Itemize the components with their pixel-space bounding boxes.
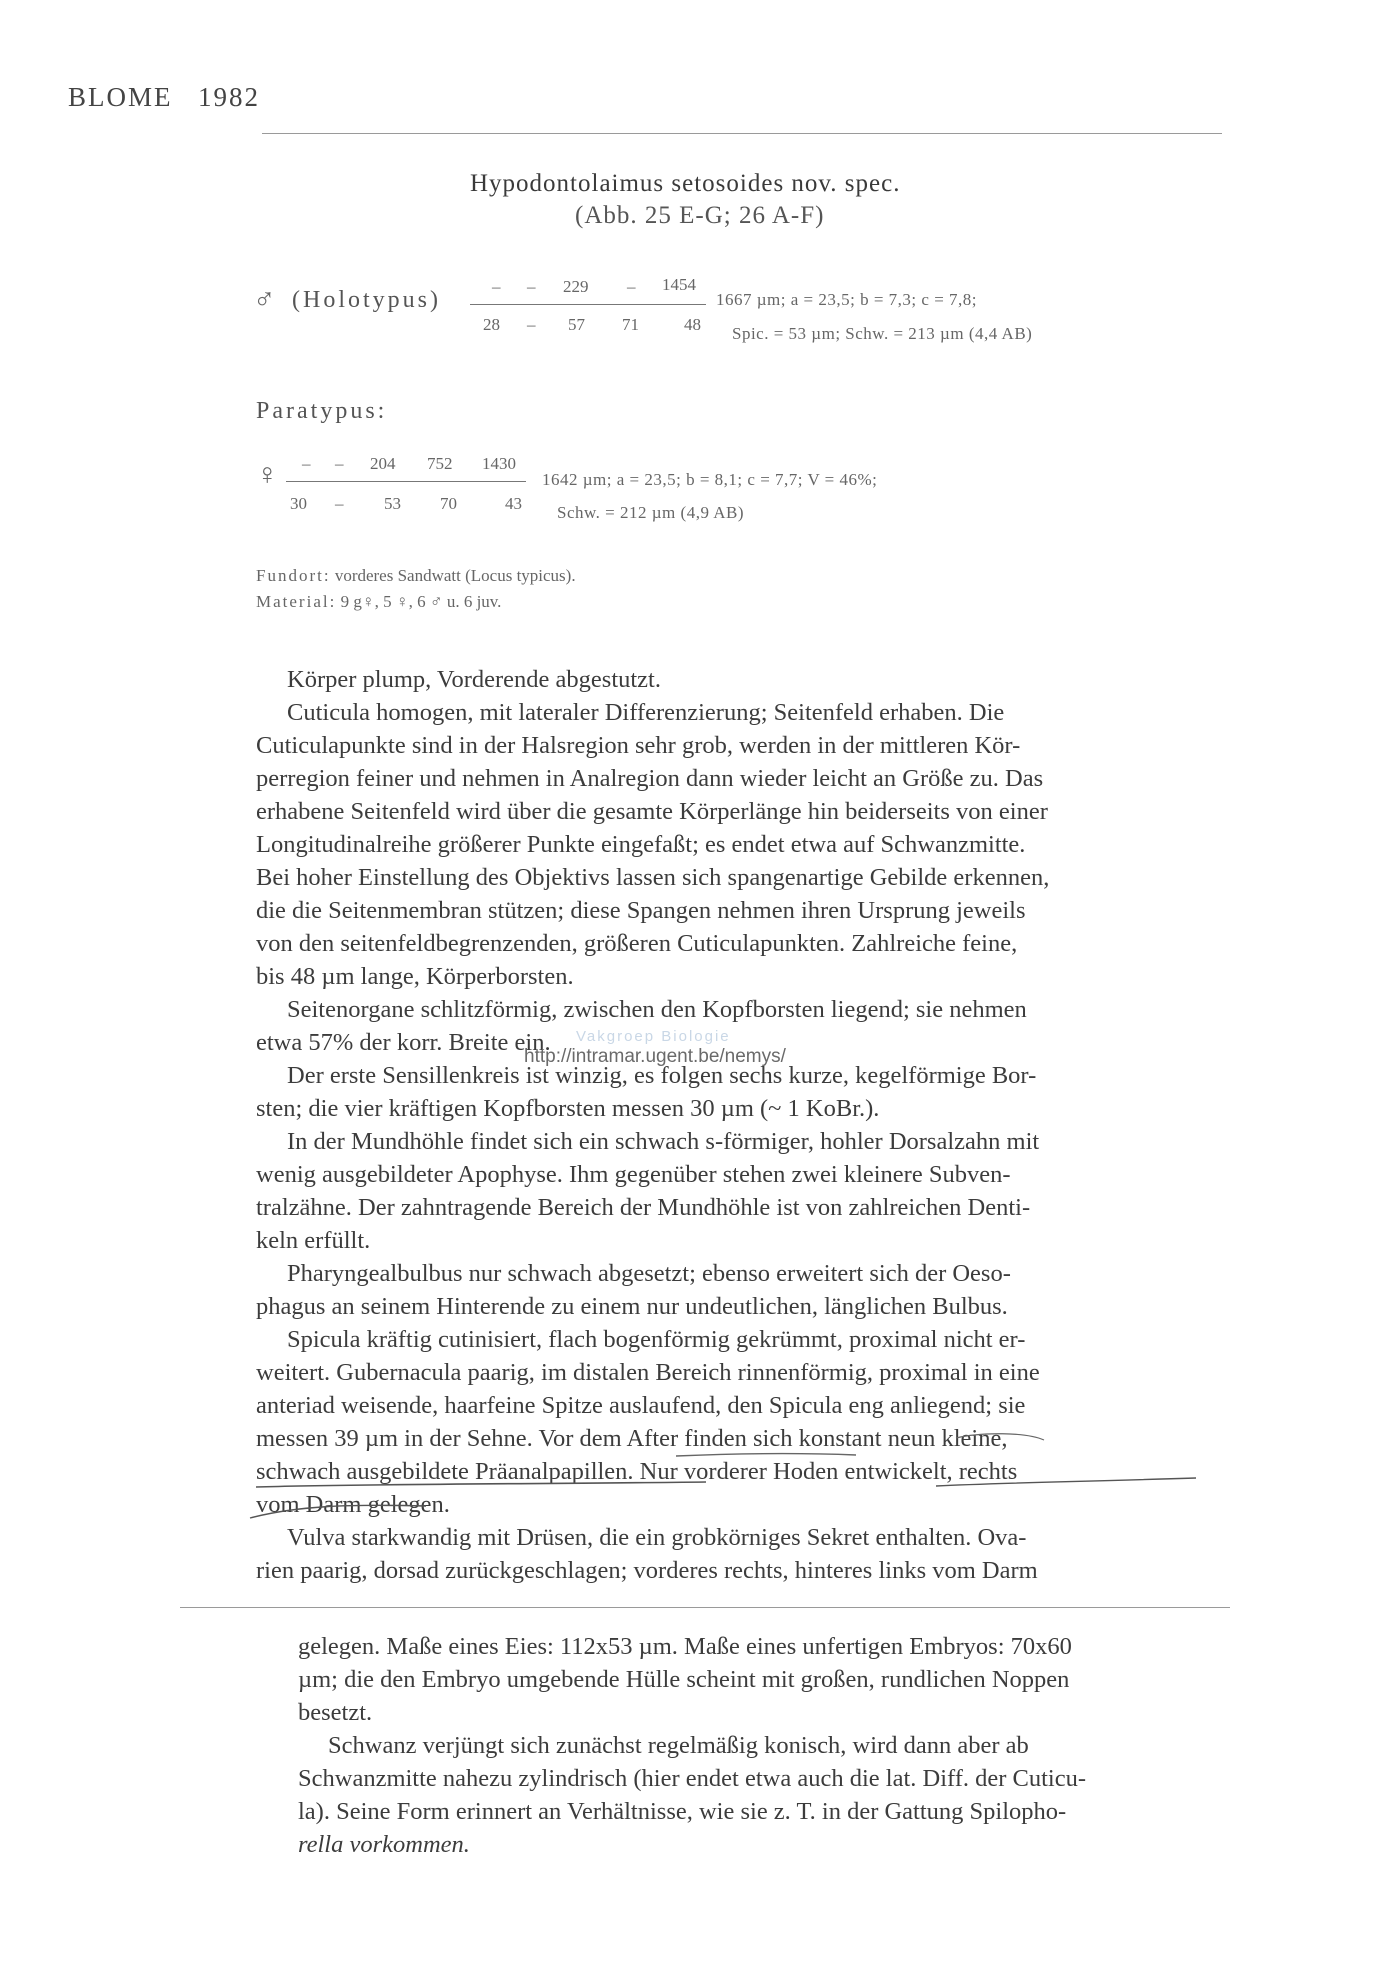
body-line: Bei hoher Einstellung des Objektivs lassen sich spangenartige Gebilde erkennen,	[256, 864, 1050, 891]
holotype-measurements-1: 1667 µm; a = 23,5; b = 7,3; c = 7,8;	[716, 290, 978, 309]
paratype-top-1: –	[302, 454, 311, 473]
body-line: messen 39 µm in der Sehne. Vor dem After finden sich konstant neun kleine,	[256, 1425, 1008, 1452]
body-line: tralzähne. Der zahntragende Bereich der Mundhöhle ist von zahlreichen Denti-	[256, 1194, 1031, 1221]
holotype-measurements-2: Spic. = 53 µm; Schw. = 213 µm (4,4 AB)	[732, 324, 1033, 343]
body-line: perregion feiner und nehmen in Analregion dann wieder leicht an Größe zu. Das	[256, 765, 1044, 792]
foot-line: Schwanz verjüngt sich zunächst regelmäßig konisch, wird dann aber ab	[328, 1732, 1029, 1759]
body-line: bis 48 µm lange, Körperborsten.	[256, 963, 574, 990]
paratype-bottom-3: 53	[384, 494, 401, 513]
pencil-underline-marks	[236, 1420, 1206, 1520]
body-line: erhabene Seitenfeld wird über die gesamte Körperlänge hin beiderseits von einer	[256, 798, 1048, 825]
body-line: Longitudinalreihe größerer Punkte eingefaßt; es endet etwa auf Schwanzmitte.	[256, 831, 1026, 858]
paratype-top-3: 204	[370, 454, 396, 473]
holotype-top-1: –	[492, 277, 501, 296]
holotype-top-5: 1454	[662, 275, 696, 294]
foot-line: besetzt.	[298, 1699, 373, 1726]
footer-rule	[180, 1607, 1230, 1608]
watermark-url: http://intramar.ugent.be/nemys/	[524, 1046, 786, 1067]
holotype-top-2: –	[527, 277, 536, 296]
foot-line: Schwanzmitte nahezu zylindrisch (hier endet etwa auch die lat. Diff. der Cuticu-	[298, 1765, 1087, 1792]
paratype-top-4: 752	[427, 454, 453, 473]
paratype-fraction-bar	[286, 481, 526, 482]
body-line: schwach ausgebildete Präanalpapillen. Nur vorderer Hoden entwickelt, rechts	[256, 1458, 1018, 1485]
body-line: sten; die vier kräftigen Kopfborsten messen 30 µm (~ 1 KoBr.).	[256, 1095, 880, 1122]
body-line: Körper plump, Vorderende abgestutzt.	[287, 666, 661, 693]
paratype-measurements-2: Schw. = 212 µm (4,9 AB)	[557, 503, 745, 522]
body-line: wenig ausgebildeter Apophyse. Ihm gegenüber stehen zwei kleinere Subven-	[256, 1161, 1011, 1188]
holotype-top-3: 229	[563, 277, 589, 296]
body-line: von den seitenfeldbegrenzenden, größeren Cuticulapunkten. Zahlreiche feine,	[256, 930, 1018, 957]
running-head-author: BLOME	[68, 82, 173, 112]
male-symbol: ♂	[253, 283, 276, 316]
female-symbol: ♀	[256, 458, 279, 491]
paratype-heading: Paratypus:	[256, 398, 388, 424]
body-line: anteriad weisende, haarfeine Spitze auslaufend, den Spicula eng anliegend; sie	[256, 1392, 1026, 1419]
body-line: Spicula kräftig cutinisiert, flach bogenförmig gekrümmt, proximal nicht er-	[287, 1326, 1026, 1353]
fundort-line	[256, 566, 576, 586]
header-rule	[262, 133, 1222, 134]
holotype-bottom-2: –	[527, 315, 536, 334]
body-line: vom Darm gelegen.	[256, 1491, 450, 1518]
holotype-bottom-5: 48	[684, 315, 701, 334]
paratype-bottom-2: –	[335, 494, 344, 513]
paratype-bottom-1: 30	[290, 494, 307, 513]
fundort-text: vorderes Sandwatt (Locus typicus).	[334, 566, 576, 585]
body-line: Der erste Sensillenkreis ist winzig, es folgen sechs kurze, kegelförmige Bor-	[287, 1062, 1037, 1089]
holotype-top-4: –	[627, 277, 636, 296]
material-label: Material:	[256, 592, 337, 611]
foot-line: la). Seine Form erinnert an Verhältnisse, wie sie z. T. in der Gattung Spilopho-	[298, 1798, 1067, 1825]
body-line: Cuticula homogen, mit lateraler Differenzierung; Seitenfeld erhaben. Die	[287, 699, 1005, 726]
material-text: 9 g♀, 5 ♀, 6 ♂ u. 6 juv.	[340, 592, 502, 611]
species-title: Hypodontolaimus setosoides nov. spec.	[470, 170, 901, 197]
paratype-bottom-5: 43	[505, 494, 522, 513]
holotype-bottom-4: 71	[622, 315, 639, 334]
foot-line: rella vorkommen.	[298, 1831, 470, 1858]
watermark-org: Vakgroep Biologie	[576, 1028, 731, 1045]
holotype-fraction-bar	[470, 304, 706, 305]
body-line: Vulva starkwandig mit Drüsen, die ein grobkörniges Sekret enthalten. Ova-	[287, 1524, 1027, 1551]
body-line: Seitenorgane schlitzförmig, zwischen den Kopfborsten liegend; sie nehmen	[287, 996, 1027, 1023]
foot-line: µm; die den Embryo umgebende Hülle scheint mit großen, rundlichen Noppen	[298, 1666, 1070, 1693]
holotype-bottom-3: 57	[568, 315, 585, 334]
running-head-year: 1982	[198, 82, 260, 112]
holotype-label: (Holotypus)	[292, 287, 441, 313]
body-line: rien paarig, dorsad zurückgeschlagen; vorderes rechts, hinteres links vom Darm	[256, 1557, 1038, 1584]
body-line: etwa 57% der korr. Breite ein.	[256, 1029, 551, 1056]
material-line	[256, 592, 501, 612]
body-line: weitert. Gubernacula paarig, im distalen Bereich rinnenförmig, proximal in eine	[256, 1359, 1040, 1386]
body-line: phagus an seinem Hinterende zu einem nur undeutlichen, länglichen Bulbus.	[256, 1293, 1008, 1320]
body-line: Pharyngealbulbus nur schwach abgesetzt; ebenso erweitert sich der Oeso-	[287, 1260, 1011, 1287]
foot-line: gelegen. Maße eines Eies: 112x53 µm. Maße eines unfertigen Embryos: 70x60	[298, 1633, 1072, 1660]
body-line: In der Mundhöhle findet sich ein schwach s-förmiger, hohler Dorsalzahn mit	[287, 1128, 1040, 1155]
body-line: keln erfüllt.	[256, 1227, 371, 1254]
body-line: die die Seitenmembran stützen; diese Spangen nehmen ihren Ursprung jeweils	[256, 897, 1026, 924]
figure-reference: (Abb. 25 E-G; 26 A-F)	[575, 202, 825, 229]
fundort-label: Fundort:	[256, 566, 331, 585]
body-line: Cuticulapunkte sind in der Halsregion sehr grob, werden in der mittleren Kör-	[256, 732, 1021, 759]
paratype-bottom-4: 70	[440, 494, 457, 513]
paratype-measurements-1: 1642 µm; a = 23,5; b = 8,1; c = 7,7; V = 46%;	[542, 470, 878, 489]
paratype-top-5: 1430	[482, 454, 516, 473]
holotype-bottom-1: 28	[483, 315, 500, 334]
paratype-top-2: –	[335, 454, 344, 473]
